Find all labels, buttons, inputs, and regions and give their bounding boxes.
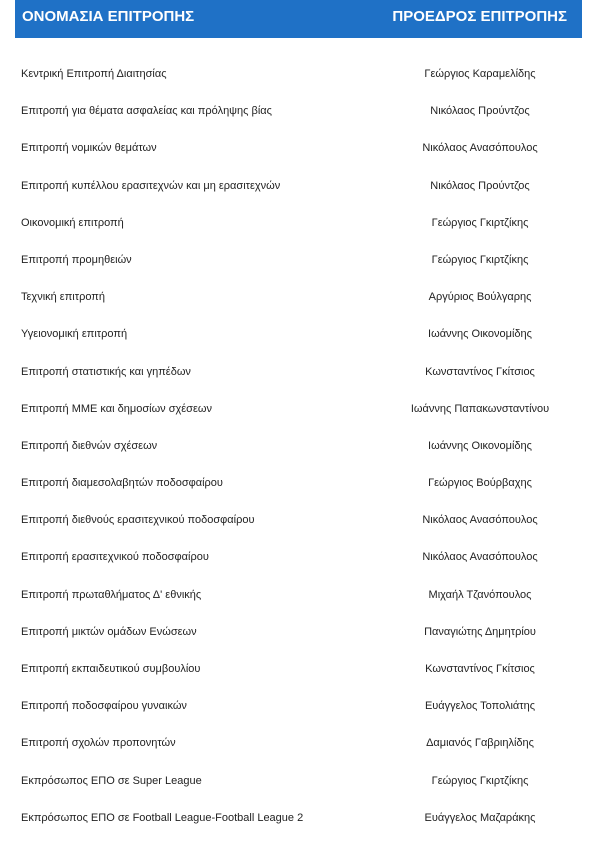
committee-name: Επιτροπή εκπαιδευτικού συμβουλίου xyxy=(21,663,201,675)
committee-name: Επιτροπή προμηθειών xyxy=(21,253,132,266)
table-row xyxy=(0,800,594,837)
committee-name: Επιτροπή ΜΜΕ και δημοσίων σχέσεων xyxy=(21,402,212,415)
table-row xyxy=(0,56,594,93)
table-row xyxy=(0,763,594,800)
committee-name: Επιτροπή διαμεσολαβητών ποδοσφαίρου xyxy=(21,477,223,490)
table-row xyxy=(0,242,594,279)
table-row xyxy=(0,205,594,242)
committee-name: Εκπρόσωπος ΕΠΟ σε Football League-Football League 2 xyxy=(21,811,304,824)
committee-name: Επιτροπή ποδοσφαίρου γυναικών xyxy=(21,700,187,713)
committee-chairman: Γεώργιος Βούρβαχης xyxy=(428,477,532,490)
table-row xyxy=(0,651,594,688)
table-row xyxy=(0,428,594,465)
committee-chairman: Δαμιανός Γαβριηλίδης xyxy=(426,737,534,750)
table-row xyxy=(0,577,594,614)
committee-name: Εκπρόσωπος ΕΠΟ σε Super League xyxy=(21,774,202,787)
table-row xyxy=(0,93,594,130)
column-header-chairman: ΠΡΟΕΔΡΟΣ ΕΠΙΤΡΟΠΗΣ xyxy=(392,8,567,25)
table-row xyxy=(0,354,594,391)
table-row xyxy=(0,130,594,167)
committee-chairman: Κωνσταντίνος Γκίτσιος xyxy=(425,663,535,675)
committee-chairman: Νικόλαος Ανασόπουλος xyxy=(422,514,538,527)
committee-name: Επιτροπή για θέματα ασφαλείας και πρόληψης βίας xyxy=(21,105,272,118)
column-header-committee-name: ΟΝΟΜΑΣΙΑ ΕΠΙΤΡΟΠΗΣ xyxy=(22,8,195,25)
committee-name: Επιτροπή ερασιτεχνικού ποδοσφαίρου xyxy=(21,551,209,564)
table-row xyxy=(0,316,594,353)
committee-name: Επιτροπή πρωταθλήματος Δ' εθνικής xyxy=(21,588,202,601)
committee-name: Επιτροπή διεθνών σχέσεων xyxy=(21,439,158,452)
table-row xyxy=(0,502,594,539)
table-row xyxy=(0,539,594,576)
committee-chairman: Αργύριος Βούλγαρης xyxy=(428,291,532,304)
table-row xyxy=(0,614,594,651)
committee-chairman: Ιωάννης Οικονομίδης xyxy=(428,328,532,341)
committee-name: Τεχνική επιτροπή xyxy=(21,291,106,304)
committee-chairman: Νικόλαος Προύντζος xyxy=(430,179,530,192)
committee-chairman: Μιχαήλ Τζανόπουλος xyxy=(428,588,532,601)
committee-chairman: Παναγιώτης Δημητρίου xyxy=(424,625,536,638)
committee-name: Επιτροπή στατιστικής και γηπέδων xyxy=(21,365,191,378)
table-header xyxy=(15,0,582,38)
committee-chairman: Ιωάννης Οικονομίδης xyxy=(428,439,532,452)
committee-chairman: Νικόλαος Ανασόπουλος xyxy=(422,142,538,155)
committee-name: Κεντρική Επιτροπή Διαιτησίας xyxy=(21,68,167,80)
table-row xyxy=(0,688,594,725)
committee-chairman: Νικόλαος Προύντζος xyxy=(430,105,530,118)
committee-name: Υγειονομική επιτροπή xyxy=(21,328,128,341)
committee-name: Επιτροπή διεθνούς ερασιτεχνικού ποδοσφαίρου xyxy=(21,514,255,527)
table-row xyxy=(0,465,594,502)
committee-name: Επιτροπή μικτών ομάδων Ενώσεων xyxy=(21,625,197,638)
committee-name: Επιτροπή νομικών θεμάτων xyxy=(21,142,157,155)
committee-chairman: Ευάγγελος Μαζαράκης xyxy=(424,811,536,824)
committee-chairman: Γεώργιος Καραμελίδης xyxy=(424,68,536,80)
table-row xyxy=(0,279,594,316)
committee-chairman: Γεώργιος Γκιρτζίκης xyxy=(431,216,529,229)
table-row xyxy=(0,391,594,428)
committee-chairman: Γεώργιος Γκιρτζίκης xyxy=(431,774,529,787)
committee-chairman: Νικόλαος Ανασόπουλος xyxy=(422,551,538,564)
committee-name: Επιτροπή σχολών προπονητών xyxy=(21,737,176,750)
committee-list xyxy=(0,56,594,837)
committee-name: Οικονομική επιτροπή xyxy=(21,216,124,229)
committee-chairman: Ευάγγελος Τοπολιάτης xyxy=(424,700,536,713)
committee-name: Επιτροπή κυπέλλου ερασιτεχνών και μη ερασιτεχνών xyxy=(21,179,281,192)
table-row xyxy=(0,725,594,762)
table-row xyxy=(0,168,594,205)
committee-chairman: Γεώργιος Γκιρτζίκης xyxy=(431,253,529,266)
committee-chairman: Κωνσταντίνος Γκίτσιος xyxy=(425,365,535,378)
committee-chairman: Ιωάννης Παπακωνσταντίνου xyxy=(410,402,550,415)
